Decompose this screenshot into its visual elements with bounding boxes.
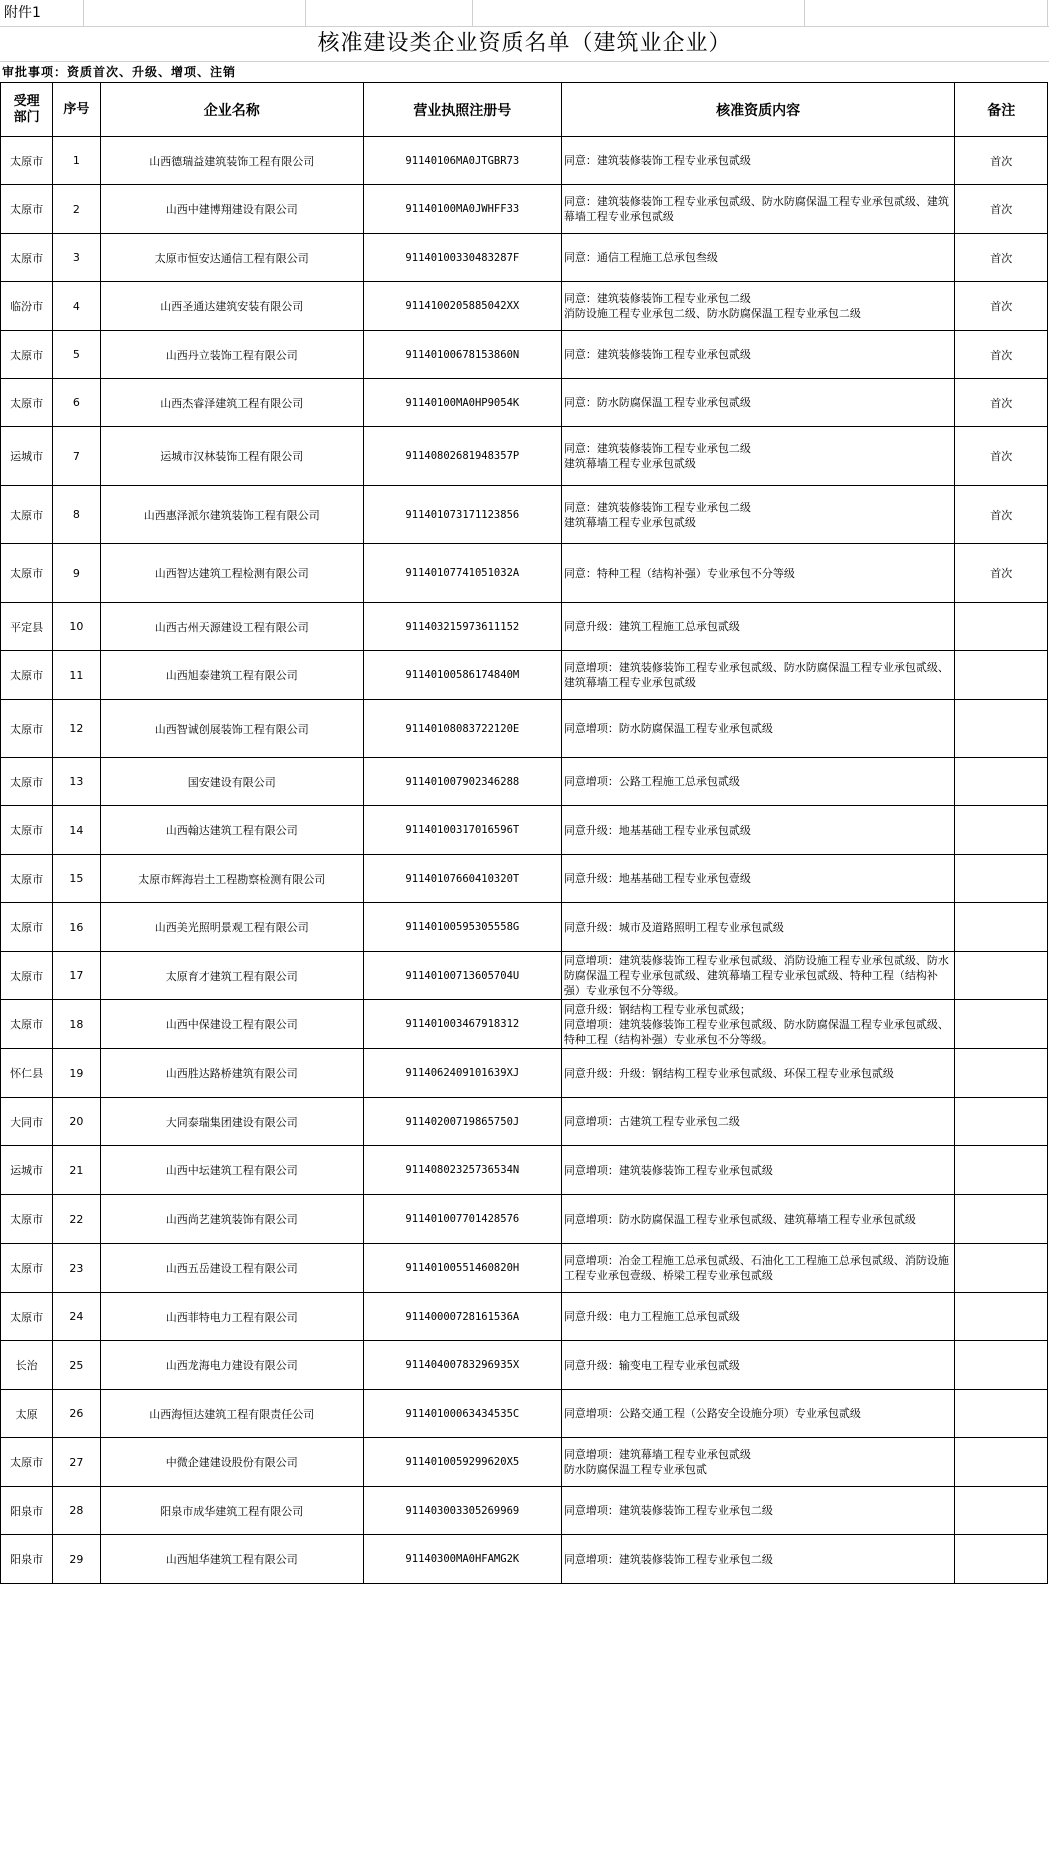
registration-number-cell: 91140107317112385​6 [363, 486, 561, 544]
empty-cell [306, 0, 473, 26]
note-cell [955, 1098, 1048, 1146]
registration-number-cell: 91140100713605704U [363, 952, 561, 1000]
note-cell [955, 1000, 1048, 1049]
company-name-cell: 山西旭华建筑工程有限公司 [100, 1535, 363, 1584]
seq-cell: 27 [53, 1438, 100, 1487]
registration-number-cell: 91140100592996​20X5 [363, 1438, 561, 1487]
seq-cell: 23 [53, 1244, 100, 1293]
dept-cell: 太原市 [1, 486, 53, 544]
seq-cell: 18 [53, 1000, 100, 1049]
table-row [1, 185, 1048, 234]
seq-cell: 25 [53, 1341, 100, 1390]
company-name-cell: 山西中保建设工程有限公司 [100, 1000, 363, 1049]
note-cell [955, 651, 1048, 700]
note-cell [955, 603, 1048, 651]
company-name-cell: 山西尚艺建筑装饰有限公司 [100, 1195, 363, 1244]
dept-cell: 运城市 [1, 1146, 53, 1195]
seq-cell: 19 [53, 1049, 100, 1098]
registration-number-cell: 91140100551460820H [363, 1244, 561, 1293]
seq-cell: 10 [53, 603, 100, 651]
seq-cell: 8 [53, 486, 100, 544]
table-row [1, 1049, 1048, 1098]
registration-number-cell: 91140100330483287F [363, 234, 561, 282]
company-name-cell: 太原育才建筑工程有限公司 [100, 952, 363, 1000]
seq-cell: 2 [53, 185, 100, 234]
table-row [1, 806, 1048, 855]
table-row [1, 1146, 1048, 1195]
registration-number-cell: 91140100586174840M [363, 651, 561, 700]
table-row [1, 603, 1048, 651]
dept-cell: 怀仁县 [1, 1049, 53, 1098]
table-row [1, 1293, 1048, 1341]
note-cell: 首次 [955, 544, 1048, 603]
note-cell: 首次 [955, 427, 1048, 486]
company-name-cell: 运城市汉林装饰工程有限公司 [100, 427, 363, 486]
table-row [1, 486, 1048, 544]
note-cell: 首次 [955, 379, 1048, 427]
annex-label: 附件1 [0, 0, 84, 26]
company-name-cell: 国安建设有限公司 [100, 758, 363, 806]
table-row [1, 1341, 1048, 1390]
registration-number-cell: 91140802325736534N [363, 1146, 561, 1195]
dept-cell: 太原 [1, 1390, 53, 1438]
table-row [1, 282, 1048, 331]
company-name-cell: 山西德瑞益建筑装饰工程有限公司 [100, 137, 363, 185]
registration-number-cell: 91140100063434535C [363, 1390, 561, 1438]
seq-cell: 5 [53, 331, 100, 379]
dept-cell: 太原市 [1, 185, 53, 234]
registration-number-cell: 91140108083722120E [363, 700, 561, 758]
company-name-cell: 山西智诚创展装饰工程有限公司 [100, 700, 363, 758]
table-row [1, 855, 1048, 903]
qualification-content-cell: 同意升级：升级：钢结构工程专业承包贰级、环保工程专业承包贰级 [561, 1049, 955, 1098]
seq-cell: 17 [53, 952, 100, 1000]
table-row [1, 1390, 1048, 1438]
table-header [1, 83, 1048, 137]
registration-number-cell: 91140100346791831​2 [363, 1000, 561, 1049]
company-name-cell: 山西惠泽派尔建筑装饰工程有限公司 [100, 486, 363, 544]
note-cell: 首次 [955, 486, 1048, 544]
seq-cell: 6 [53, 379, 100, 427]
registration-number-cell: 91140000728161536A [363, 1293, 561, 1341]
dept-cell: 临汾市 [1, 282, 53, 331]
registration-number-cell: 91140100770142857​6 [363, 1195, 561, 1244]
header-seq: 序号 [53, 83, 100, 137]
note-cell: 首次 [955, 282, 1048, 331]
dept-cell: 太原市 [1, 806, 53, 855]
table-row [1, 331, 1048, 379]
company-name-cell: 山西丹立装饰工程有限公司 [100, 331, 363, 379]
table-row [1, 1535, 1048, 1584]
qualification-content-cell: 同意：特种工程（结构补强）专业承包不分等级 [561, 544, 955, 603]
note-cell: 首次 [955, 137, 1048, 185]
table-row [1, 379, 1048, 427]
seq-cell: 1 [53, 137, 100, 185]
qualification-content-cell: 同意增项：防水防腐保温工程专业承包贰级、建筑幕墙工程专业承包贰级 [561, 1195, 955, 1244]
header-dept: 受理 部门 [1, 83, 53, 137]
note-cell [955, 1535, 1048, 1584]
table-row [1, 700, 1048, 758]
qualification-content-cell: 同意升级：建筑工程施工总承包贰级 [561, 603, 955, 651]
dept-cell: 太原市 [1, 952, 53, 1000]
registration-number-cell: 91140107741051032A [363, 544, 561, 603]
seq-cell: 9 [53, 544, 100, 603]
qualification-content-cell: 同意增项：古建筑工程专业承包二级 [561, 1098, 955, 1146]
registration-number-cell: 91140100MA0JWHFF33 [363, 185, 561, 234]
registration-number-cell: 91140200719865750J [363, 1098, 561, 1146]
dept-cell: 阳泉市 [1, 1535, 53, 1584]
dept-cell: 太原市 [1, 544, 53, 603]
table-row [1, 1487, 1048, 1535]
seq-cell: 28 [53, 1487, 100, 1535]
note-cell [955, 952, 1048, 1000]
seq-cell: 3 [53, 234, 100, 282]
registration-number-cell: 91140100317016596T [363, 806, 561, 855]
seq-cell: 29 [53, 1535, 100, 1584]
qualification-content-cell: 同意升级：地基基础工程专业承包贰级 [561, 806, 955, 855]
company-name-cell: 山西胜达路桥建筑有限公司 [100, 1049, 363, 1098]
table-row [1, 651, 1048, 700]
subtitle: 审批事项：资质首次、升级、增项、注销 [2, 65, 237, 79]
seq-cell: 20 [53, 1098, 100, 1146]
seq-cell: 26 [53, 1390, 100, 1438]
table-row [1, 903, 1048, 952]
registration-number-cell: 91140106MA0JTGBR73 [363, 137, 561, 185]
seq-cell: 4 [53, 282, 100, 331]
table-row [1, 234, 1048, 282]
header-name: 企业名称 [100, 83, 363, 137]
qualification-content-cell: 同意升级：输变电工程专业承包贰级 [561, 1341, 955, 1390]
company-name-cell: 中微企建建设股份有限公司 [100, 1438, 363, 1487]
qualification-content-cell: 同意增项：冶金工程施工总承包贰级、石油化工工程施工总承包贰级、消防设施工程专业承包壹级、桥梁工程专业承包贰级 [561, 1244, 955, 1293]
qualification-content-cell: 同意增项：建筑装修装饰工程专业承包二级 [561, 1487, 955, 1535]
company-name-cell: 山西翰达建筑工程有限公司 [100, 806, 363, 855]
note-cell [955, 806, 1048, 855]
seq-cell: 7 [53, 427, 100, 486]
empty-cell [473, 0, 805, 26]
qualification-content-cell: 同意增项：建筑装修装饰工程专业承包贰级 [561, 1146, 955, 1195]
dept-cell: 太原市 [1, 1438, 53, 1487]
dept-cell: 太原市 [1, 379, 53, 427]
annex-row [0, 0, 1049, 27]
note-cell [955, 1244, 1048, 1293]
dept-cell: 太原市 [1, 234, 53, 282]
table-row [1, 544, 1048, 603]
qualification-content-cell: 同意升级：城市及道路照明工程专业承包贰级 [561, 903, 955, 952]
seq-cell: 22 [53, 1195, 100, 1244]
note-cell [955, 1341, 1048, 1390]
qualification-content-cell: 同意：通信工程施工总承包叁级 [561, 234, 955, 282]
note-cell [955, 1195, 1048, 1244]
qualification-content-cell: 同意增项：建筑装修装饰工程专业承包贰级、消防设施工程专业承包贰级、防水防腐保温工程专业承包贰级、建筑幕墙工程专业承包贰级、特种工程（结构补强）专业承包不分等级。 [561, 952, 955, 1000]
qualification-content-cell: 同意增项：公路交通工程（公路安全设施分项）专业承包贰级 [561, 1390, 955, 1438]
table-row [1, 1000, 1048, 1049]
qualification-content-cell: 同意增项：建筑幕墙工程专业承包贰级 防水防腐保温工程专业承包贰 [561, 1438, 955, 1487]
registration-number-cell: 91140300330526996​9 [363, 1487, 561, 1535]
company-name-cell: 太原市恒安达通信工程有限公司 [100, 234, 363, 282]
dept-cell: 太原市 [1, 651, 53, 700]
note-cell [955, 1146, 1048, 1195]
note-cell: 首次 [955, 185, 1048, 234]
company-name-cell: 太原市辉海岩土工程勘察检测有限公司 [100, 855, 363, 903]
registration-number-cell: 91140100678153860N [363, 331, 561, 379]
qualification-content-cell: 同意升级：地基基础工程专业承包壹级 [561, 855, 955, 903]
company-name-cell: 山西圣通达建筑安装有限公司 [100, 282, 363, 331]
header-note: 备注 [955, 83, 1048, 137]
empty-cell [84, 0, 306, 26]
table-row [1, 758, 1048, 806]
registration-number-cell: 91140400783296935X [363, 1341, 561, 1390]
note-cell [955, 855, 1048, 903]
qualification-content-cell: 同意升级：钢结构工程专业承包贰级； 同意增项：建筑装修装饰工程专业承包贰级、防水防腐保温工程专业承包贰级、特种工程（结构补强）专业承包不分等级。 [561, 1000, 955, 1049]
registration-number-cell: 91140300MA0HFAMG2K [363, 1535, 561, 1584]
company-name-cell: 山西海恒达建筑工程有限责任公司 [100, 1390, 363, 1438]
dept-cell: 太原市 [1, 903, 53, 952]
dept-cell: 运城市 [1, 427, 53, 486]
qualification-content-cell: 同意：建筑装修装饰工程专业承包二级 建筑幕墙工程专业承包贰级 [561, 427, 955, 486]
header-reg: 营业执照注册号 [363, 83, 561, 137]
dept-cell: 太原市 [1, 1000, 53, 1049]
note-cell [955, 758, 1048, 806]
dept-cell: 大同市 [1, 1098, 53, 1146]
company-name-cell: 山西五岳建设工程有限公司 [100, 1244, 363, 1293]
seq-cell: 12 [53, 700, 100, 758]
qualification-content-cell: 同意：建筑装修装饰工程专业承包贰级 [561, 137, 955, 185]
company-name-cell: 山西中建博翔建设有限公司 [100, 185, 363, 234]
table-row [1, 1244, 1048, 1293]
dept-cell: 太原市 [1, 1244, 53, 1293]
company-name-cell: 山西菲特电力工程有限公司 [100, 1293, 363, 1341]
dept-cell: 阳泉市 [1, 1487, 53, 1535]
seq-cell: 24 [53, 1293, 100, 1341]
dept-cell: 平定县 [1, 603, 53, 651]
registration-number-cell: 91140107660410320T [363, 855, 561, 903]
seq-cell: 13 [53, 758, 100, 806]
note-cell: 首次 [955, 234, 1048, 282]
qualification-content-cell: 同意：建筑装修装饰工程专业承包二级 建筑幕墙工程专业承包贰级 [561, 486, 955, 544]
header-content: 核准资质内容 [561, 83, 955, 137]
qualification-content-cell: 同意增项：建筑装修装饰工程专业承包贰级、防水防腐保温工程专业承包贰级、建筑幕墙工程专业承包贰级 [561, 651, 955, 700]
note-cell [955, 1390, 1048, 1438]
seq-cell: 14 [53, 806, 100, 855]
registration-number-cell: 91140321597361115​2 [363, 603, 561, 651]
company-name-cell: 山西龙海电力建设有限公司 [100, 1341, 363, 1390]
dept-cell: 太原市 [1, 1195, 53, 1244]
note-cell [955, 1293, 1048, 1341]
qualification-content-cell: 同意：建筑装修装饰工程专业承包二级 消防设施工程专业承包二级、防水防腐保温工程专业承包二级 [561, 282, 955, 331]
table-row [1, 952, 1048, 1000]
seq-cell: 21 [53, 1146, 100, 1195]
empty-cell [805, 0, 1048, 26]
qualification-content-cell: 同意：防水防腐保温工程专业承包贰级 [561, 379, 955, 427]
registration-number-cell: 91141002058850​42XX [363, 282, 561, 331]
dept-cell: 太原市 [1, 1293, 53, 1341]
dept-cell: 太原市 [1, 855, 53, 903]
qualification-content-cell: 同意增项：建筑装修装饰工程专业承包二级 [561, 1535, 955, 1584]
company-name-cell: 山西旭泰建筑工程有限公司 [100, 651, 363, 700]
table-row [1, 1438, 1048, 1487]
dept-cell: 太原市 [1, 331, 53, 379]
company-name-cell: 大同泰瑞集团建设有限公司 [100, 1098, 363, 1146]
dept-cell: 太原市 [1, 700, 53, 758]
company-name-cell: 山西古州天源建设工程有限公司 [100, 603, 363, 651]
qualification-table [0, 82, 1048, 1584]
company-name-cell: 山西智达建筑工程检测有限公司 [100, 544, 363, 603]
note-cell [955, 1487, 1048, 1535]
dept-cell: 长治 [1, 1341, 53, 1390]
table-row [1, 427, 1048, 486]
company-name-cell: 阳泉市成华建筑工程有限公司 [100, 1487, 363, 1535]
table-row [1, 1195, 1048, 1244]
qualification-content-cell: 同意增项：公路工程施工总承包贰级 [561, 758, 955, 806]
dept-cell: 太原市 [1, 758, 53, 806]
page-title: 核准建设类企业资质名单（建筑业企业） [0, 27, 1049, 62]
company-name-cell: 山西中坛建筑工程有限公司 [100, 1146, 363, 1195]
note-cell [955, 903, 1048, 952]
qualification-content-cell: 同意增项：防水防腐保温工程专业承包贰级 [561, 700, 955, 758]
qualification-content-cell: 同意：建筑装修装饰工程专业承包贰级、防水防腐保温工程专业承包贰级、建筑幕墙工程专业承包贰级 [561, 185, 955, 234]
qualification-content-cell: 同意：建筑装修装饰工程专业承包贰级 [561, 331, 955, 379]
seq-cell: 11 [53, 651, 100, 700]
note-cell [955, 1438, 1048, 1487]
note-cell [955, 1049, 1048, 1098]
registration-number-cell: 91140100595305558G [363, 903, 561, 952]
seq-cell: 16 [53, 903, 100, 952]
note-cell: 首次 [955, 331, 1048, 379]
registration-number-cell: 91140100MA0HP9054K [363, 379, 561, 427]
qualification-content-cell: 同意升级：电力工程施工总承包贰级 [561, 1293, 955, 1341]
registration-number-cell: 9114080268194835​7P [363, 427, 561, 486]
note-cell [955, 700, 1048, 758]
company-name-cell: 山西美光照明景观工程有限公司 [100, 903, 363, 952]
dept-cell: 太原市 [1, 137, 53, 185]
table-row [1, 137, 1048, 185]
registration-number-cell: 91140624091016​39XJ [363, 1049, 561, 1098]
registration-number-cell: 91140100790234628​8 [363, 758, 561, 806]
table-row [1, 1098, 1048, 1146]
seq-cell: 15 [53, 855, 100, 903]
company-name-cell: 山西杰睿泽建筑工程有限公司 [100, 379, 363, 427]
